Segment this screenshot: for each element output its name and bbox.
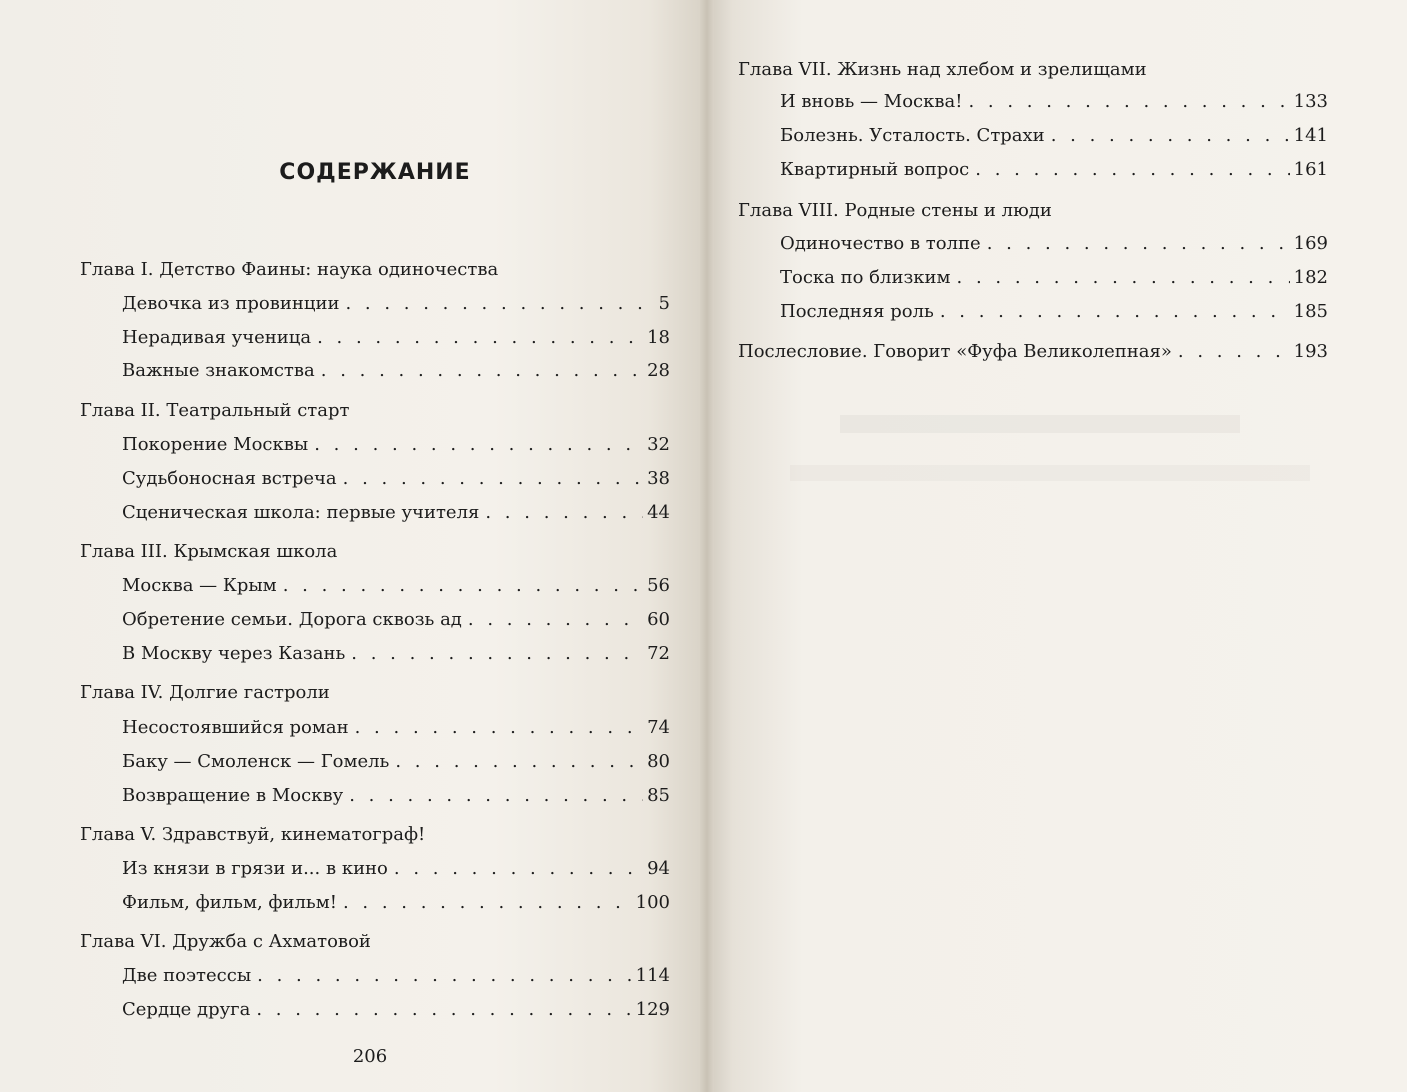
toc-entry[interactable]	[122, 964, 670, 988]
toc-entry[interactable]	[122, 998, 670, 1022]
entry-label: Баку — Смоленск — Гомель	[122, 751, 390, 772]
entry-page: 85	[647, 785, 670, 806]
dot-leader	[468, 608, 643, 632]
bleed-through-block	[840, 415, 1240, 433]
entry-label: Фильм, фильм, фильм!	[122, 892, 337, 913]
chapter-heading: Глава I. Детство Фаины: наука одиночества	[80, 259, 499, 280]
toc-entry[interactable]	[122, 326, 670, 350]
entry-page: 72	[647, 643, 670, 664]
entry-label: Покорение Москвы	[122, 434, 309, 455]
dot-leader	[343, 467, 643, 491]
entry-label: Важные знакомства	[122, 360, 315, 381]
entry-page: 38	[647, 468, 670, 489]
entry-page: 182	[1293, 267, 1328, 288]
entry-label: Одиночество в толпе	[780, 233, 981, 254]
entry-label: Квартирный вопрос	[780, 159, 970, 180]
entry-label: Несостоявшийся роман	[122, 717, 349, 738]
dot-leader	[349, 784, 643, 808]
toc-entry[interactable]	[780, 158, 1328, 182]
toc-entry[interactable]	[122, 784, 670, 808]
chapter-heading: Глава VIII. Родные стены и люди	[738, 200, 1052, 221]
dot-leader	[257, 964, 631, 988]
toc-entry[interactable]	[780, 90, 1328, 114]
dot-leader	[256, 998, 631, 1022]
toc-entry[interactable]	[122, 467, 670, 491]
page-number: 206	[352, 1046, 388, 1067]
toc-entry[interactable]	[780, 232, 1328, 256]
toc-entry[interactable]	[122, 608, 670, 632]
entry-label: Две поэтессы	[122, 965, 252, 986]
toc-entry[interactable]	[122, 716, 670, 740]
dot-leader	[351, 642, 643, 666]
entry-label: Болезнь. Усталость. Страхи	[780, 125, 1045, 146]
toc-entry[interactable]	[122, 292, 670, 316]
toc-entry[interactable]	[780, 124, 1328, 148]
dot-leader	[395, 750, 643, 774]
dot-leader	[355, 716, 643, 740]
entry-page: 141	[1293, 125, 1328, 146]
dot-leader	[314, 433, 643, 457]
dot-leader	[321, 359, 643, 383]
dot-leader	[957, 266, 1290, 290]
entry-label: Москва — Крым	[122, 575, 277, 596]
toc-entry[interactable]	[780, 266, 1328, 290]
chapter-heading: Глава V. Здравствуй, кинематограф!	[80, 824, 426, 845]
entry-page: 28	[647, 360, 670, 381]
chapter-heading: Глава II. Театральный старт	[80, 400, 350, 421]
entry-page: 32	[647, 434, 670, 455]
toc-entry-afterword[interactable]	[738, 340, 1328, 364]
dot-leader	[987, 232, 1290, 256]
toc-entry[interactable]	[122, 891, 670, 915]
toc-entry[interactable]	[122, 857, 670, 881]
entry-page: 94	[647, 858, 670, 879]
toc-entry[interactable]	[122, 433, 670, 457]
chapter-heading: Глава VII. Жизнь над хлебом и зрелищами	[738, 59, 1147, 80]
entry-page: 44	[647, 502, 670, 523]
chapter-heading: Глава III. Крымская школа	[80, 541, 338, 562]
dot-leader	[1178, 340, 1290, 364]
entry-label: Судьбоносная встреча	[122, 468, 337, 489]
dot-leader	[394, 857, 643, 881]
toc-entry[interactable]	[122, 501, 670, 525]
dot-leader	[317, 326, 643, 350]
dot-leader	[283, 574, 643, 598]
entry-page: 74	[647, 717, 670, 738]
entry-label: Возвращение в Москву	[122, 785, 344, 806]
toc-entry[interactable]	[122, 750, 670, 774]
entry-label: Нерадивая ученица	[122, 327, 312, 348]
entry-page: 60	[647, 609, 670, 630]
dot-leader	[345, 292, 654, 316]
chapter-heading: Глава VI. Дружба с Ахматовой	[80, 931, 371, 952]
entry-label: Сердце друга	[122, 999, 251, 1020]
entry-page: 80	[647, 751, 670, 772]
entry-label: Девочка из провинции	[122, 293, 340, 314]
entry-page: 133	[1293, 91, 1328, 112]
entry-label: Последняя роль	[780, 301, 934, 322]
entry-page: 100	[635, 892, 670, 913]
bleed-through-block	[790, 465, 1310, 481]
entry-page: 169	[1293, 233, 1328, 254]
entry-page: 193	[1293, 341, 1328, 362]
entry-page: 56	[647, 575, 670, 596]
entry-label: Послесловие. Говорит «Фуфа Великолепная»	[738, 341, 1172, 362]
dot-leader	[485, 501, 643, 525]
entry-label: Из князи в грязи и... в кино	[122, 858, 388, 879]
toc-entry[interactable]	[122, 359, 670, 383]
toc-entry[interactable]	[122, 642, 670, 666]
entry-page: 18	[647, 327, 670, 348]
dot-leader	[940, 300, 1290, 324]
toc-entry[interactable]	[780, 300, 1328, 324]
toc-entry[interactable]	[122, 574, 670, 598]
entry-label: Обретение семьи. Дорога сквозь ад	[122, 609, 462, 630]
entry-page: 129	[635, 999, 670, 1020]
entry-page: 114	[635, 965, 670, 986]
dot-leader	[968, 90, 1289, 114]
toc-title: СОДЕРЖАНИЕ	[279, 160, 471, 185]
entry-label: Тоска по близким	[780, 267, 951, 288]
dot-leader	[343, 891, 632, 915]
entry-label: Сценическая школа: первые учителя	[122, 502, 480, 523]
entry-label: В Москву через Казань	[122, 643, 346, 664]
dot-leader	[1051, 124, 1290, 148]
chapter-heading: Глава IV. Долгие гастроли	[80, 682, 330, 703]
dot-leader	[975, 158, 1289, 182]
entry-page: 5	[658, 293, 670, 314]
entry-label: И вновь — Москва!	[780, 91, 963, 112]
entry-page: 161	[1293, 159, 1328, 180]
entry-page: 185	[1293, 301, 1328, 322]
